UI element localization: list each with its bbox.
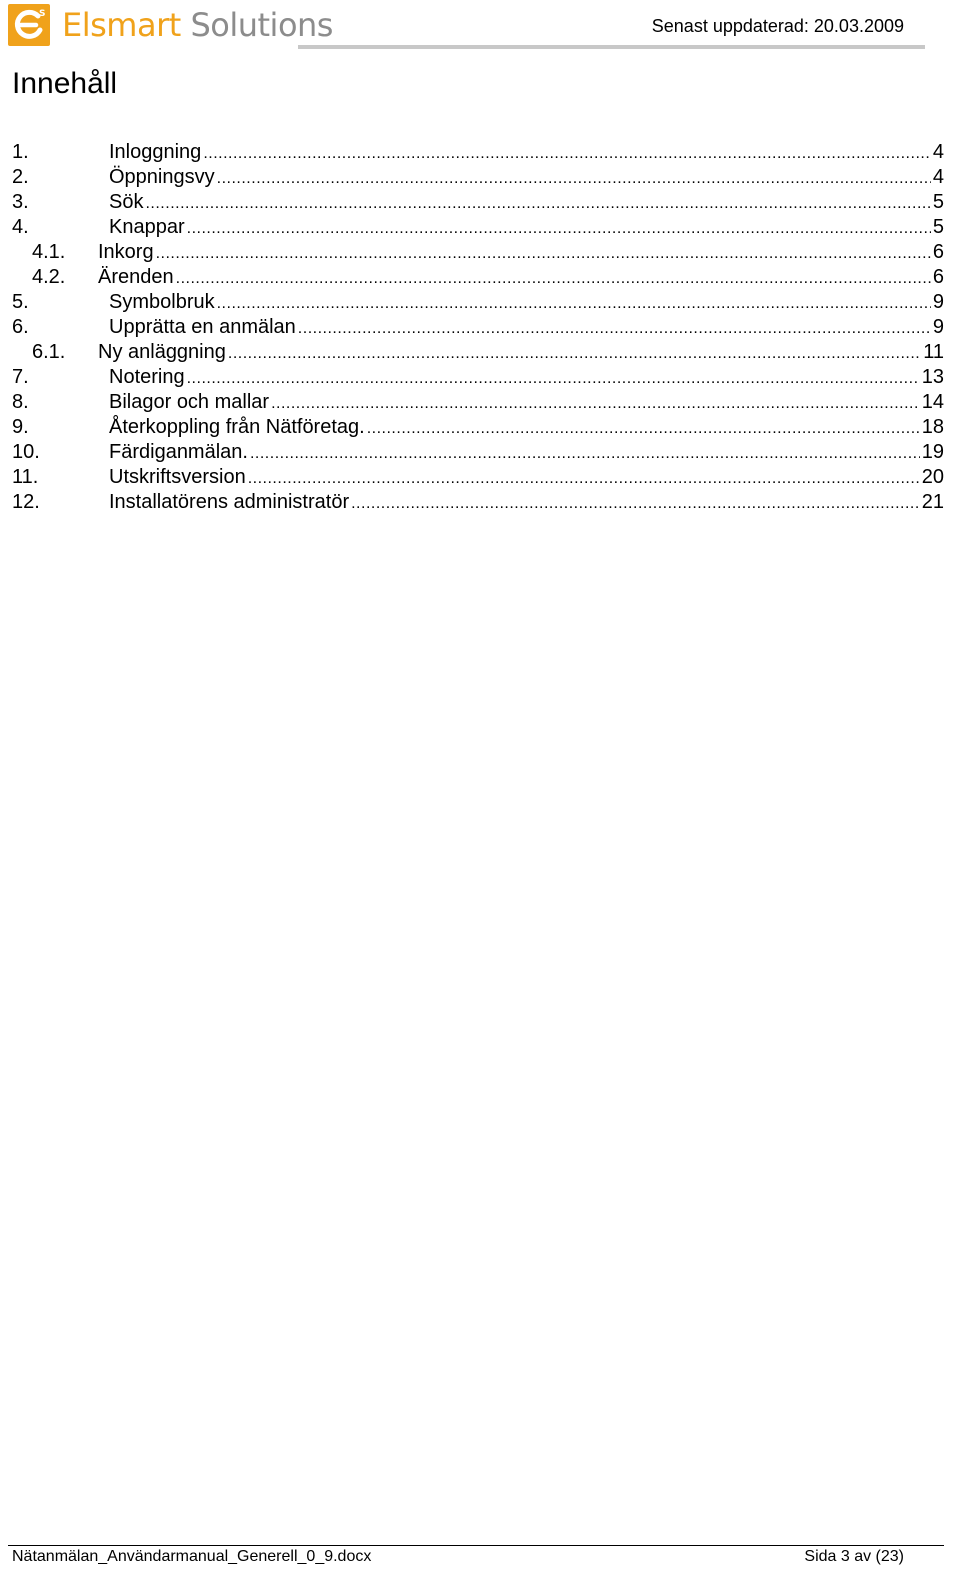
toc-entry[interactable] — [12, 365, 944, 390]
toc-entry-number: 6.1. — [32, 341, 66, 363]
toc-dot-leader — [271, 391, 920, 416]
toc-entry-page: 9 — [932, 316, 944, 338]
toc-entry-label: Återkoppling från Nätföretag. — [109, 416, 365, 438]
toc-entry-page: 6 — [932, 266, 944, 288]
toc-entry-number: 6. — [12, 316, 29, 338]
toc-entry-number: 7. — [12, 366, 29, 388]
toc-dot-leader — [176, 266, 931, 291]
toc-entry[interactable] — [12, 315, 944, 340]
toc-dot-leader — [248, 466, 920, 491]
toc-entry-page: 19 — [921, 441, 944, 463]
toc-entry-page: 9 — [932, 291, 944, 313]
toc-entry-page: 6 — [932, 241, 944, 263]
page-title: Innehåll — [12, 67, 118, 100]
toc-entry-number: 3. — [12, 191, 29, 213]
toc-entry[interactable] — [12, 165, 944, 190]
toc-entry-label: Färdiganmälan. — [109, 441, 248, 463]
svg-text:S: S — [39, 9, 46, 19]
toc-entry-page: 5 — [932, 191, 944, 213]
toc-entry-label: Ärenden — [98, 266, 174, 288]
toc-entry-page: 20 — [921, 466, 944, 488]
toc-entry-page: 18 — [921, 416, 944, 438]
last-updated-date: Senast uppdaterad: 20.03.2009 — [651, 16, 904, 36]
toc-entry[interactable] — [12, 290, 944, 315]
toc-entry-number: 5. — [12, 291, 29, 313]
toc-entry-number: 12. — [12, 491, 40, 513]
brand-secondary: Solutions — [180, 6, 333, 44]
toc-dot-leader — [367, 416, 920, 441]
toc-entry-label: Öppningsvy — [109, 166, 215, 188]
toc-entry-page: 4 — [932, 141, 944, 163]
toc-entry[interactable] — [12, 240, 944, 265]
toc-entry[interactable] — [12, 140, 944, 165]
toc-dot-leader — [351, 491, 920, 516]
toc-dot-leader — [298, 316, 931, 341]
footer-divider — [8, 1545, 944, 1546]
elsmart-logo-icon — [8, 4, 50, 46]
toc-entry-label: Ny anläggning — [98, 341, 226, 363]
toc-entry[interactable] — [12, 415, 944, 440]
toc-entry[interactable] — [12, 190, 944, 215]
page-header — [0, 0, 960, 56]
toc-entry[interactable] — [12, 465, 944, 490]
brand-primary: Elsmart — [62, 6, 181, 44]
toc-dot-leader — [217, 166, 931, 191]
toc-dot-leader — [250, 441, 920, 466]
toc-entry-page: 4 — [932, 166, 944, 188]
toc-dot-leader — [187, 216, 931, 241]
toc-entry-label: Knappar — [109, 216, 185, 238]
toc-entry-number: 4.2. — [32, 266, 66, 288]
toc-entry-page: 11 — [923, 341, 944, 363]
toc-entry-label: Symbolbruk — [109, 291, 215, 313]
toc-entry-number: 2. — [12, 166, 29, 188]
toc-entry-page: 21 — [921, 491, 944, 513]
toc-entry[interactable] — [12, 440, 944, 465]
toc-entry-number: 10. — [12, 441, 40, 463]
toc-entry-label: Upprätta en anmälan — [109, 316, 296, 338]
toc-entry-page: 14 — [921, 391, 944, 413]
toc-entry-label: Bilagor och mallar — [109, 391, 270, 413]
toc-entry-label: Inloggning — [109, 141, 202, 163]
toc-dot-leader — [145, 191, 930, 216]
toc-dot-leader — [228, 341, 921, 366]
toc-dot-leader — [156, 241, 931, 266]
toc-entry-number: 1. — [12, 141, 29, 163]
header-divider — [298, 45, 925, 49]
brand-name — [62, 3, 333, 47]
toc-entry-page: 5 — [932, 216, 944, 238]
toc-dot-leader — [203, 141, 931, 166]
toc-entry-label: Utskriftsversion — [109, 466, 246, 488]
toc-entry[interactable] — [12, 265, 944, 290]
toc-entry-number: 4. — [12, 216, 29, 238]
toc-entry-number: 9. — [12, 416, 29, 438]
toc-dot-leader — [217, 291, 931, 316]
toc-entry-number: 4.1. — [32, 241, 66, 263]
toc-dot-leader — [187, 366, 920, 391]
toc-entry-page: 13 — [921, 366, 944, 388]
toc-entry-number: 11. — [12, 466, 39, 488]
footer-filename: Nätanmälan_Användarmanual_Generell_0_9.docx — [12, 1548, 372, 1565]
toc-entry[interactable] — [12, 390, 944, 415]
toc-entry-number: 8. — [12, 391, 29, 413]
toc-entry[interactable] — [12, 215, 944, 240]
footer-page-info: Sida 3 av (23) — [804, 1548, 904, 1565]
table-of-contents — [12, 140, 944, 515]
toc-entry-label: Notering — [109, 366, 185, 388]
toc-entry-label: Installatörens administratör — [109, 491, 350, 513]
toc-entry[interactable] — [12, 490, 944, 515]
toc-entry-label: Sök — [109, 191, 144, 213]
toc-entry-label: Inkorg — [98, 241, 154, 263]
toc-entry[interactable] — [12, 340, 944, 365]
